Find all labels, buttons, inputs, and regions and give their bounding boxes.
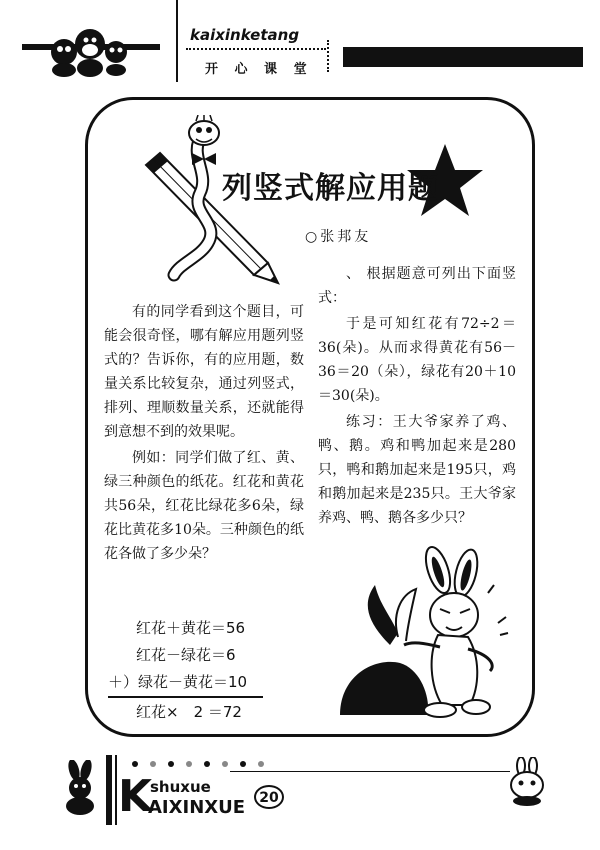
- article-author: ○张邦友: [305, 229, 372, 245]
- formula-result: 红花× 2 ＝72: [136, 703, 242, 721]
- vertical-formula: [108, 616, 288, 724]
- footer-kaixinxue: AIXINXUE: [148, 797, 246, 818]
- footer-rule: [230, 771, 510, 772]
- right-column: [318, 262, 516, 530]
- paragraph-exercise: 练习：王大爷家养了鸡、鸭、鹅。鸡和鸭加起来是280只，鸭和鹅加起来是195只，鸡和鹅加起来是235只。王大爷家养鸡、鸭、鹅各多少只？: [318, 414, 516, 526]
- footer-dots-decoration: [125, 757, 285, 771]
- cartoon-bunny-icon: [505, 757, 550, 807]
- header-dotted-vertical: [327, 40, 329, 72]
- paragraph-solution: 于是可知红花有72÷2＝36(朵)。从而求得黄花有56－36＝20（朵），绿花有20＋10＝30(朵)。: [318, 316, 516, 404]
- cartoon-animals-icon: [42, 22, 132, 78]
- rabbit-carrot-illustration-icon: [320, 545, 510, 725]
- formula-line-2: 红花－绿花＝6: [136, 646, 236, 664]
- footer: [0, 745, 600, 850]
- article-title: 列竖式解应用题: [222, 171, 439, 206]
- rabbit-silhouette-icon: [60, 760, 100, 815]
- paragraph-example: 例如：同学们做了红、黄、绿三种颜色的纸花。红花和黄花共56朵，红花比绿花多6朵，绿花比黄花多10朵。三种颜色的纸花各做了多少朵？: [104, 450, 304, 562]
- page-number-badge: [254, 785, 284, 809]
- footer-k-letter: K: [118, 771, 153, 822]
- footer-shuxue: shuxue: [150, 778, 211, 796]
- page-number: 20: [259, 790, 279, 806]
- header-brand-en: kaixinketang: [190, 26, 300, 44]
- header: [0, 0, 600, 90]
- footer-bar-1: [106, 755, 112, 825]
- footer-bar-2: [115, 755, 117, 825]
- formula-line-3: ＋）绿花－黄花＝10: [108, 673, 248, 691]
- formula-line-1: 红花＋黄花＝56: [136, 619, 246, 637]
- header-brand-cn: 开 心 课 堂: [205, 62, 313, 77]
- left-column: [104, 300, 304, 566]
- header-vertical-line: [176, 0, 178, 82]
- header-right-bar: [343, 47, 583, 67]
- paragraph-setup: 、 根据题意可列出下面竖式：: [318, 266, 516, 306]
- formula-divider: [108, 696, 263, 698]
- paragraph-intro: 有的同学看到这个题目，可能会很奇怪，哪有解应用题列竖式的？告诉你，有的应用题，数量关系比较复杂，通过列竖式，排列、理顺数量关系，还就能得到意想不到的效果呢。: [104, 304, 304, 440]
- header-dotted-line: [186, 48, 326, 50]
